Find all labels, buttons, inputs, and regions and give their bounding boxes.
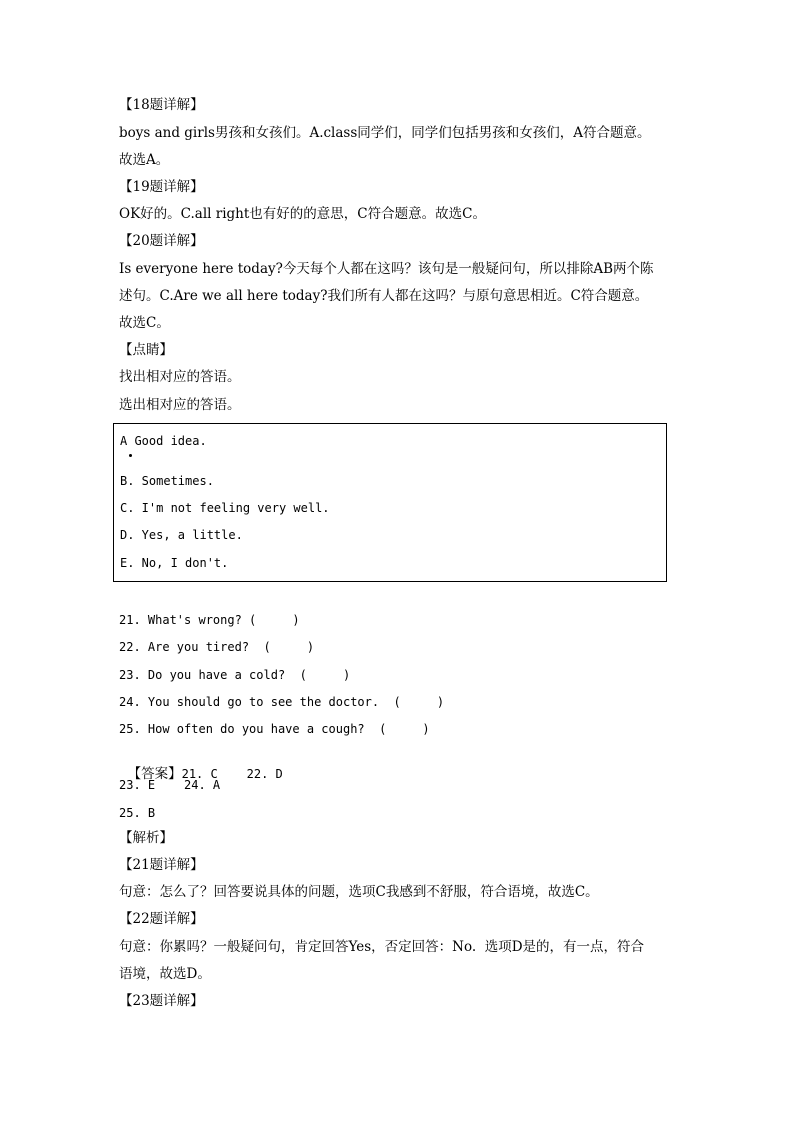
line-21-text: 句意：怎么了？回答要说具体的问题，选项C我感到不舒服，符合语境，故选C。 [119,884,599,900]
question-25: 25. How often do you have a cough? ( ) [119,722,430,736]
line-20-text-1: Is everyone here today?今天每个人都在这吗？该句是一般疑问句，所以排除AB两个陈 [119,261,654,277]
line-18-text-2: 故选A。 [119,152,170,168]
line-18-text-1: boys and girls男孩和女孩们。A.class同学们，同学们包括男孩和女孩们，A符合题意。 [119,125,651,141]
line-21-heading: 【21题详解】 [119,857,204,873]
question-23: 23. Do you have a cold? ( ) [119,668,351,682]
answer-row-3: 25. B [119,806,156,820]
option-b: B. Sometimes. [120,474,214,488]
answer-row-2: 23. E 24. A [119,778,221,792]
options-box [113,423,667,582]
option-d: D. Yes, a little. [120,528,243,542]
line-19-text: OK好的。C.all right也有好的的意思，C符合题意。故选C。 [119,206,486,222]
analysis-heading: 【解析】 [119,830,173,846]
line-22-text-1: 句意：你累吗？一般疑问句，肯定回答Yes，否定回答：No. 选项D是的，有一点，符合 [119,939,645,955]
tip-line-1: 找出相对应的答语。 [119,369,241,385]
question-21: 21. What's wrong? ( ) [119,613,300,627]
line-18-heading: 【18题详解】 [119,97,204,113]
question-24: 24. You should go to see the doctor. ( ) [119,695,445,709]
line-20-text-3: 故选C。 [119,315,170,331]
option-c: C. I'm not feeling very well. [120,501,330,515]
answer-values-1: 21. C 22. D [181,767,283,781]
option-e: E. No, I don't. [120,556,229,570]
stray-dot [129,454,132,457]
line-20-heading: 【20题详解】 [119,233,204,249]
line-20-text-2: 述句。C.Are we all here today?我们所有人都在这吗？与原句意思相近。C符合题意。 [119,288,649,304]
line-19-heading: 【19题详解】 [119,179,204,195]
line-22-heading: 【22题详解】 [119,911,204,927]
line-23-heading: 【23题详解】 [119,993,204,1009]
question-22: 22. Are you tired? ( ) [119,640,315,654]
option-a: A Good idea. [120,434,207,448]
line-22-text-2: 语境，故选D。 [119,966,211,982]
tip-line-2: 选出相对应的答语。 [119,397,241,413]
dianjing-heading: 【点睛】 [119,342,173,358]
answer-label: 【答案】 [127,766,182,782]
